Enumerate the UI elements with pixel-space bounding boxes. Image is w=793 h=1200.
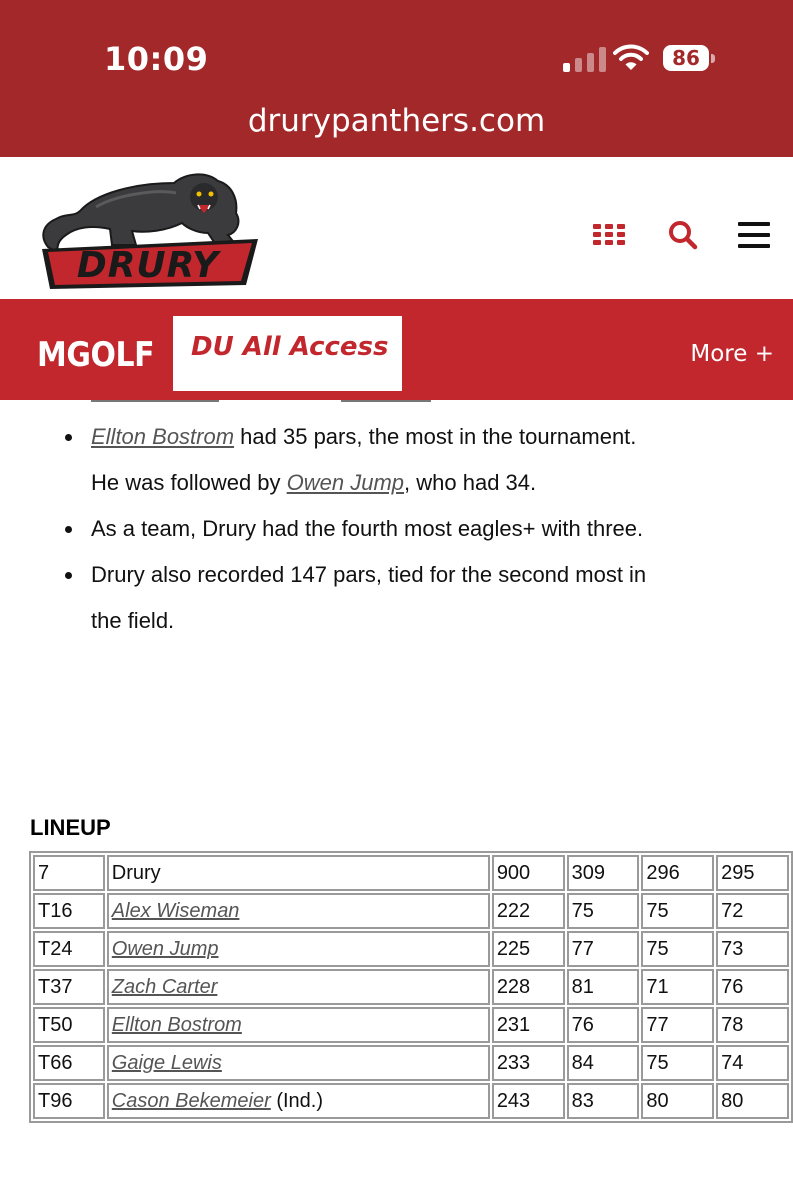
total-cell: 243	[492, 1083, 565, 1119]
round1-cell: 309	[567, 855, 640, 891]
round3-cell: 72	[716, 893, 789, 929]
round2-cell: 77	[641, 1007, 714, 1043]
player-name-cell	[107, 969, 490, 1005]
player-link[interactable]: Ellton Bostrom	[111, 1013, 242, 1036]
total-cell: 233	[492, 1045, 565, 1081]
round3-cell: 80	[716, 1083, 789, 1119]
place-cell: T16	[33, 893, 105, 929]
stats-bullet-list	[60, 414, 660, 644]
round2-cell: 80	[641, 1083, 714, 1119]
more-menu-button[interactable]: More +	[690, 341, 774, 367]
player-name-cell	[107, 931, 490, 967]
team-name-cell: Drury	[107, 855, 490, 891]
round2-cell: 75	[641, 1045, 714, 1081]
cellular-signal-icon	[563, 46, 607, 72]
hamburger-menu-icon[interactable]	[737, 218, 771, 252]
list-item: Drury also recorded 147 pars, tied for the second most in the field.	[60, 552, 660, 644]
place-cell: T66	[33, 1045, 105, 1081]
cut-off-previous-line	[91, 400, 431, 406]
lineup-table	[29, 851, 793, 1123]
round2-cell: 71	[641, 969, 714, 1005]
logo-wordmark: DRURY	[76, 245, 220, 286]
player-link[interactable]: Owen Jump	[111, 937, 219, 960]
list-item: As a team, Drury had the fourth most eagles+ with three.	[60, 506, 660, 552]
player-name-cell	[107, 893, 490, 929]
sport-title[interactable]: MGOLF	[37, 335, 155, 375]
round3-cell: 76	[716, 969, 789, 1005]
table-row	[33, 893, 789, 929]
apps-grid-icon[interactable]	[592, 218, 626, 252]
table-row	[33, 1007, 789, 1043]
round1-cell: 83	[567, 1083, 640, 1119]
place-cell: T24	[33, 931, 105, 967]
round1-cell: 84	[567, 1045, 640, 1081]
browser-url[interactable]: drurypanthers.com	[247, 103, 546, 139]
player-link[interactable]: Zach Carter	[111, 975, 218, 998]
total-cell: 900	[492, 855, 565, 891]
round3-cell: 73	[716, 931, 789, 967]
round3-cell: 78	[716, 1007, 789, 1043]
place-cell: T50	[33, 1007, 105, 1043]
total-cell: 228	[492, 969, 565, 1005]
round2-cell: 75	[641, 931, 714, 967]
total-cell: 222	[492, 893, 565, 929]
drury-panther-logo[interactable]	[36, 167, 266, 292]
table-row	[33, 969, 789, 1005]
round1-cell: 77	[567, 931, 640, 967]
round2-cell: 75	[641, 893, 714, 929]
place-cell: T96	[33, 1083, 105, 1119]
wifi-icon	[613, 42, 649, 72]
battery-icon	[663, 45, 715, 73]
list-item: Ellton Bostrom had 35 pars, the most in the tournament. He was followed by Owen Jump, who had 34.	[60, 414, 660, 506]
player-name-cell	[107, 1007, 490, 1043]
lineup-heading: LINEUP	[30, 815, 111, 840]
place-cell: T37	[33, 969, 105, 1005]
sport-nav-bar	[0, 299, 793, 400]
du-all-access-label: DU All Access	[191, 332, 389, 362]
table-row	[33, 931, 789, 967]
individual-suffix: (Ind.)	[270, 1089, 324, 1112]
player-link[interactable]: Cason Bekemeier	[111, 1089, 271, 1112]
site-header	[0, 157, 793, 299]
player-link[interactable]: Gaige Lewis	[111, 1051, 222, 1074]
search-icon[interactable]	[666, 218, 700, 252]
table-row	[33, 855, 789, 891]
status-and-url-bar	[0, 0, 793, 157]
total-cell: 231	[492, 1007, 565, 1043]
round1-cell: 81	[567, 969, 640, 1005]
round1-cell: 75	[567, 893, 640, 929]
player-link[interactable]: Ellton Bostrom	[91, 424, 235, 449]
status-time: 10:09	[104, 40, 209, 78]
player-link[interactable]: Alex Wiseman	[111, 899, 240, 922]
table-row	[33, 1083, 789, 1119]
round2-cell: 296	[641, 855, 714, 891]
round1-cell: 76	[567, 1007, 640, 1043]
round3-cell: 74	[716, 1045, 789, 1081]
player-name-cell	[107, 1083, 490, 1119]
total-cell: 225	[492, 931, 565, 967]
battery-level: 86	[663, 45, 709, 71]
player-name-cell	[107, 1045, 490, 1081]
place-cell: 7	[33, 855, 105, 891]
round3-cell: 295	[716, 855, 789, 891]
du-all-access-button[interactable]	[173, 316, 402, 391]
table-row	[33, 1045, 789, 1081]
player-link[interactable]: Owen Jump	[286, 470, 405, 495]
